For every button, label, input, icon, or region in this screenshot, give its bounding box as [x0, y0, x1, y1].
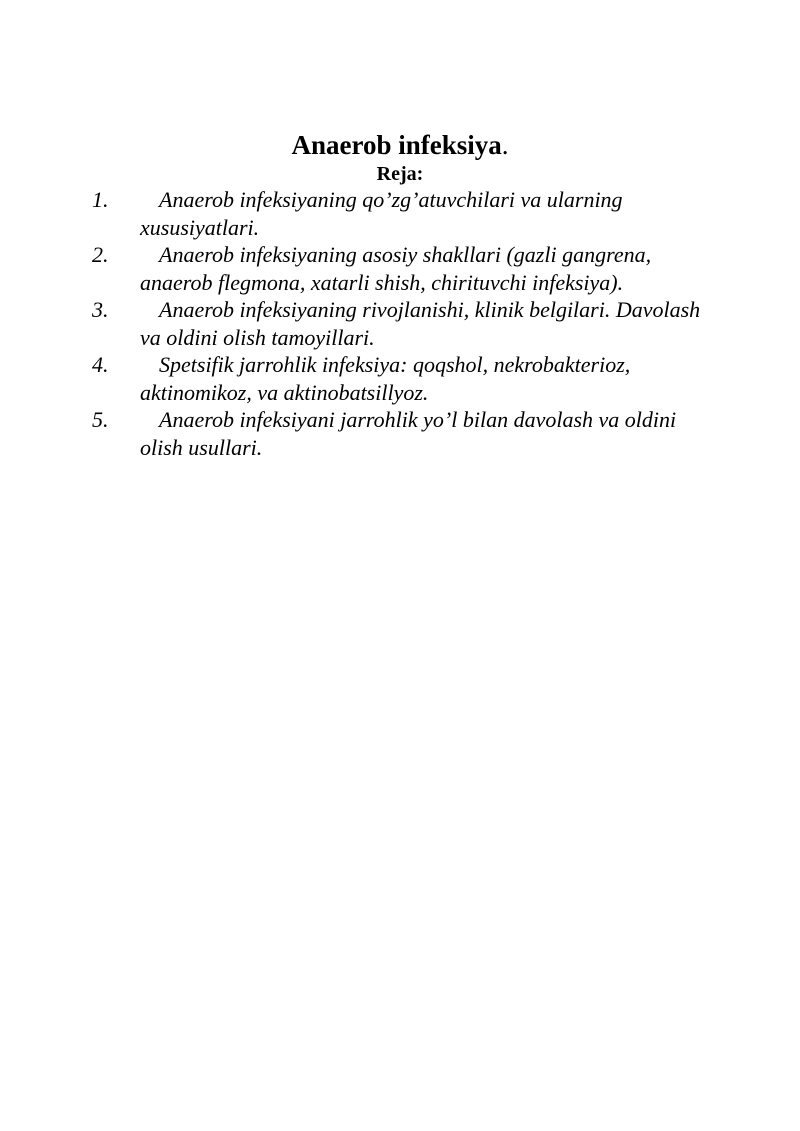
- document-title-text: Anaerob infeksiya: [291, 130, 502, 160]
- plan-item-number: 1.: [92, 187, 109, 212]
- plan-heading: Reja:: [376, 163, 424, 185]
- plan-list: [0, 186, 800, 461]
- plan-item-number: 2.: [92, 242, 109, 267]
- plan-item-text: Anaerob infeksiyaning asosiy shakllari (gazli gangrena, anaerob flegmona, xatarli shish, chirituvchi infeksiya).: [140, 242, 652, 295]
- plan-item-number: 5.: [92, 407, 109, 432]
- plan-item-text: Anaerob infeksiyaning qo’zg’atuvchilari va ularning xususiyatlari.: [140, 187, 623, 240]
- plan-item-number: 4.: [92, 352, 109, 377]
- plan-item-4: [0, 351, 800, 406]
- plan-item-3: [0, 296, 800, 351]
- document-title: [0, 128, 800, 162]
- plan-item-2: [0, 241, 800, 296]
- plan-item-text: Anaerob infeksiyani jarrohlik yo’l bilan davolash va oldini olish usullari.: [140, 407, 677, 460]
- plan-item-1: [0, 186, 800, 241]
- document-title-punctuation: .: [501, 130, 509, 160]
- plan-item-text: Spetsifik jarrohlik infeksiya: qoqshol, nekrobakterioz, aktinomikoz, va aktinobatsillyoz.: [140, 352, 631, 405]
- plan-item-5: [0, 406, 800, 461]
- plan-item-number: 3.: [92, 297, 109, 322]
- plan-item-text: Anaerob infeksiyaning rivojlanishi, klinik belgilari. Davolash va oldini olish tamoyillari.: [140, 297, 701, 350]
